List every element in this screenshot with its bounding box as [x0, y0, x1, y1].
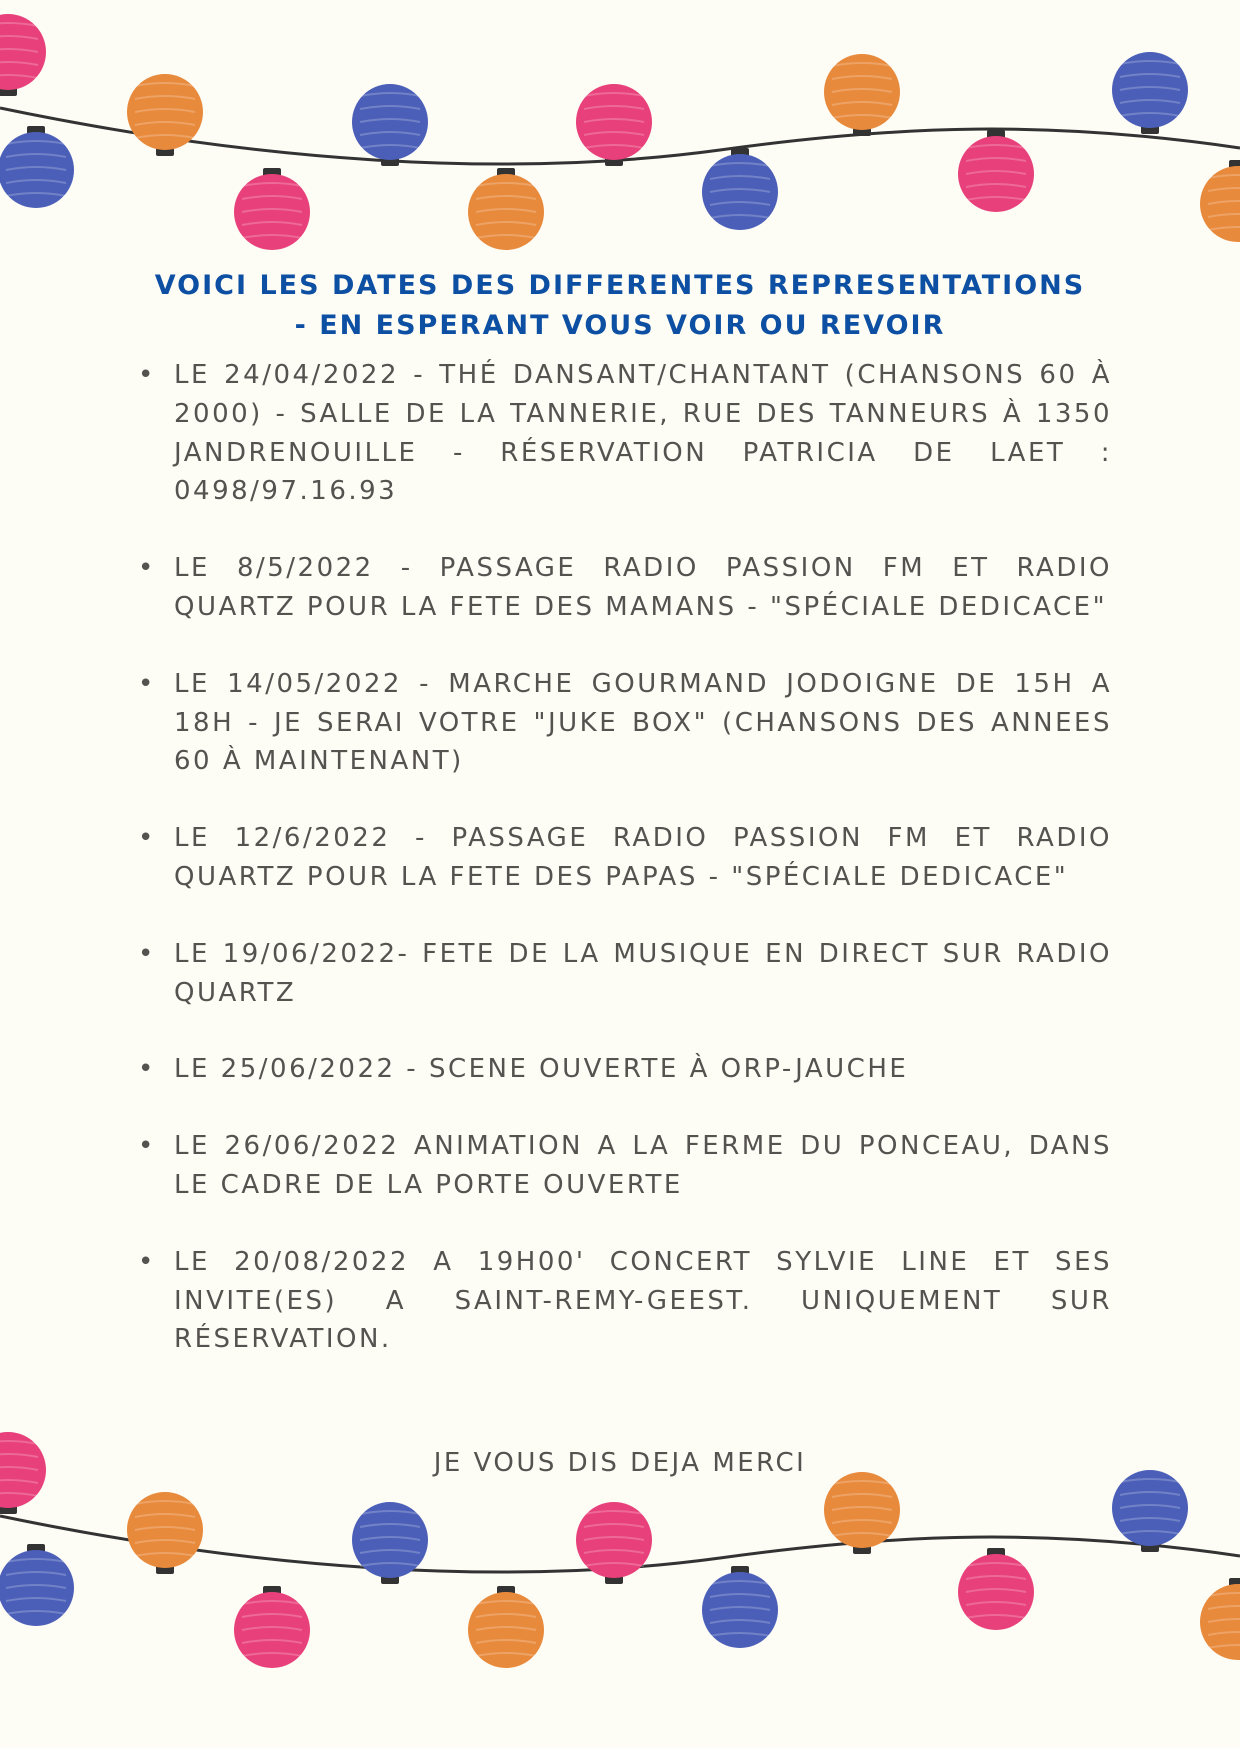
lantern-icon: [576, 1502, 652, 1584]
event-item: [138, 935, 1112, 1013]
event-item: [138, 1050, 1112, 1089]
bullet-icon: •: [138, 938, 156, 969]
string-lights-bottom: [0, 1418, 1240, 1698]
event-text: LE 14/05/2022 - MARCHE GOURMAND JODOIGNE DE 15H A 18H - JE SERAI VOTRE "JUKE BOX" (CHANSONS DES ANNEES 60 À MAINTENANT): [174, 668, 1112, 777]
bullet-icon: •: [138, 360, 156, 390]
lanterns-top: [0, 14, 1240, 250]
lantern-icon: [824, 54, 900, 136]
lantern-icon: [1200, 1578, 1240, 1660]
lantern-icon: [468, 1586, 544, 1668]
lantern-icon: [0, 14, 46, 96]
lantern-icon: [0, 126, 74, 208]
event-text: LE 20/08/2022 A 19H00' CONCERT SYLVIE LINE ET SES INVITE(ES) A SAINT-REMY-GEEST. UNIQUEMENT SUR RÉSERVATION.: [174, 1246, 1112, 1355]
event-text: LE 24/04/2022 - THÉ DANSANT/CHANTANT (CHANSONS 60 À 2000) - SALLE DE LA TANNERIE, RUE DES TANNEURS À 1350 JANDRENOUILLE - RÉSERVATION PATRICIA DE LAET : 0498/97.16.93: [174, 360, 1112, 507]
lantern-icon: [702, 1566, 778, 1648]
event-text: LE 19/06/2022- FETE DE LA MUSIQUE EN DIRECT SUR RADIO QUARTZ: [174, 938, 1112, 1008]
lanterns-bottom: [0, 1432, 1240, 1668]
lantern-icon: [352, 84, 428, 166]
bullet-icon: •: [138, 823, 156, 854]
lantern-icon: [576, 84, 652, 166]
event-item: [138, 819, 1112, 897]
event-item: [138, 549, 1112, 627]
event-text: LE 25/06/2022 - SCENE OUVERTE À ORP-JAUCHE: [174, 1054, 909, 1085]
bullet-icon: •: [138, 668, 156, 699]
bullet-icon: •: [138, 1246, 156, 1277]
lantern-icon: [0, 1432, 46, 1514]
event-list: [138, 356, 1112, 1397]
lantern-icon: [1200, 160, 1240, 242]
lantern-icon: [702, 148, 778, 230]
closing-message: JE VOUS DIS DEJA MERCI: [433, 1448, 807, 1478]
lantern-icon: [127, 74, 203, 156]
lantern-icon: [1112, 52, 1188, 134]
event-item: [138, 1127, 1112, 1205]
heading-line-1: VOICI LES DATES DES DIFFERENTES REPRESENTATIONS: [154, 270, 1086, 301]
lantern-icon: [1112, 1470, 1188, 1552]
lantern-icon: [468, 168, 544, 250]
lantern-icon: [958, 1548, 1034, 1630]
lantern-icon: [127, 1492, 203, 1574]
event-text: LE 8/5/2022 - PASSAGE RADIO PASSION FM ET RADIO QUARTZ POUR LA FETE DES MAMANS - "SPÉCIALE DEDICACE": [174, 553, 1112, 622]
bullet-icon: •: [138, 1054, 156, 1085]
bullet-icon: •: [138, 553, 156, 584]
lantern-icon: [0, 1544, 74, 1626]
event-text: LE 12/6/2022 - PASSAGE RADIO PASSION FM ET RADIO QUARTZ POUR LA FETE DES PAPAS - "SPÉCIALE DEDICACE": [174, 823, 1112, 892]
lantern-icon: [352, 1502, 428, 1584]
lantern-icon: [234, 168, 310, 250]
event-item: [138, 356, 1112, 511]
heading-line-2: - EN ESPERANT VOUS VOIR OU REVOIR: [294, 310, 946, 341]
lantern-icon: [234, 1586, 310, 1668]
event-item: [138, 1243, 1112, 1359]
page-heading: [120, 266, 1120, 346]
event-item: [138, 665, 1112, 781]
lantern-icon: [958, 130, 1034, 212]
bullet-icon: •: [138, 1131, 156, 1162]
event-text: LE 26/06/2022 ANIMATION A LA FERME DU PONCEAU, DANS LE CADRE DE LA PORTE OUVERTE: [174, 1131, 1112, 1200]
string-lights-top: [0, 0, 1240, 280]
